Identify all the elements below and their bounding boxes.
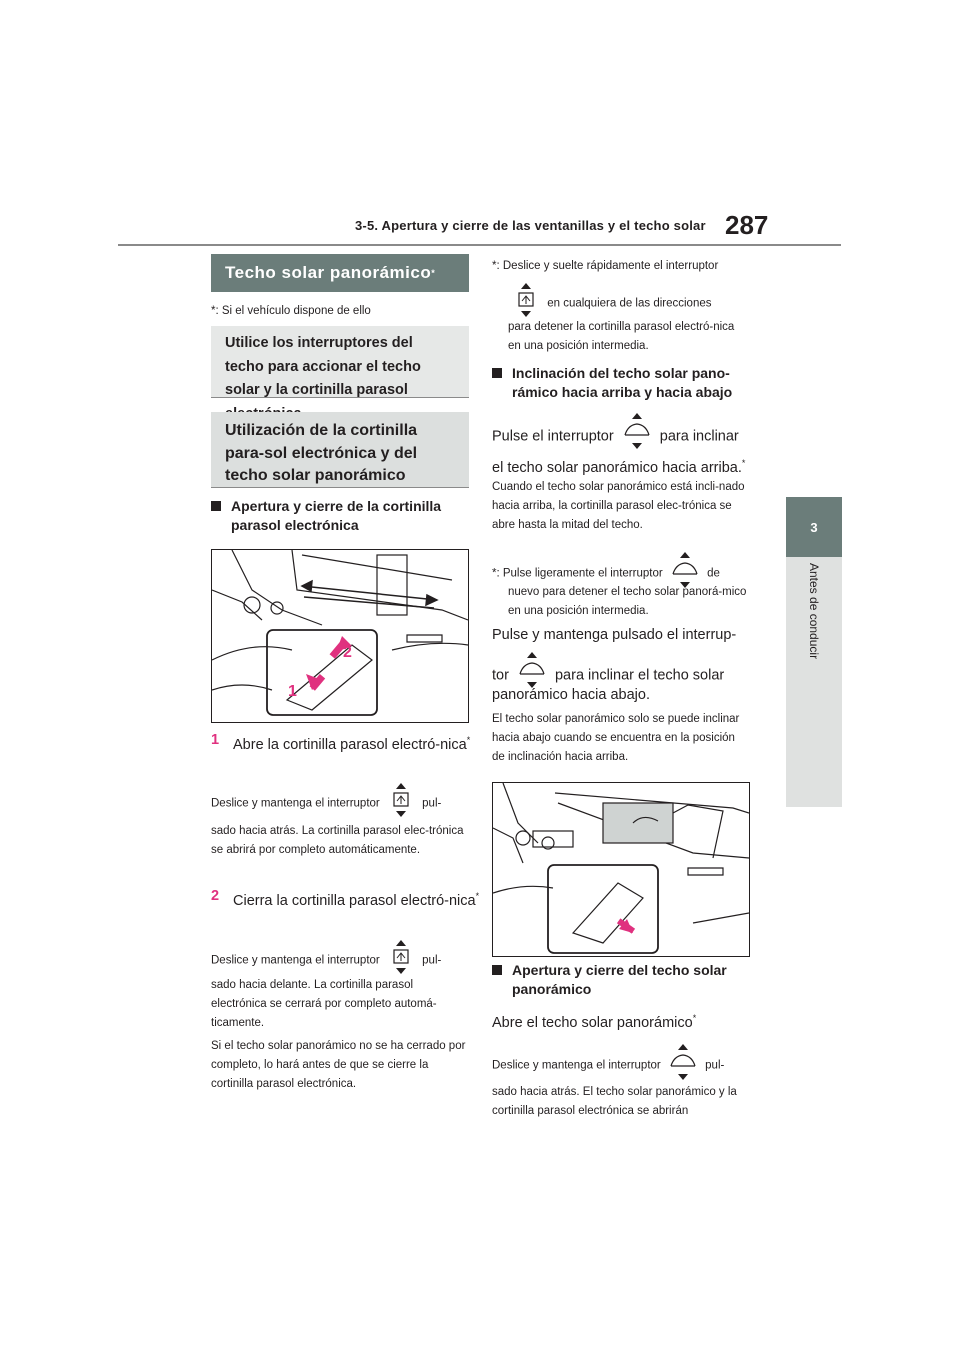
tilt-switch-icon — [668, 1044, 698, 1087]
tilt-down-detail: El techo solar panorámico solo se puede inclinar hacia abajo cuando se encuentra en la posición de inclinación hacia arriba. — [492, 713, 740, 763]
step-1-number: 1 — [211, 732, 220, 748]
step-1-text: Abre la cortinilla parasol electró-nica — [233, 736, 467, 753]
step-2-detail-c: sado hacia delante. La cortinilla parasol electrónica se cerrará por completo automá-ticamente. — [211, 979, 437, 1029]
subsection-title: Utilización de la cortinilla para-sol electrónica y del techo solar panorámico — [211, 412, 469, 488]
open-detail-line — [492, 1044, 752, 1087]
step-2 — [211, 883, 483, 914]
step-1-detail-a: Deslice y mantenga el interruptor — [211, 797, 380, 810]
tilt-up-a: Pulse el interruptor — [492, 428, 614, 445]
open-text: Abre el techo solar panorámico — [492, 1014, 693, 1031]
bullet-square-icon — [211, 501, 221, 511]
chapter-tab-number: 3 — [786, 497, 842, 557]
step-2-detail-b: pul- — [422, 954, 442, 967]
bullet-square-icon — [492, 368, 502, 378]
star-note-a: *: Deslice y suelte rápidamente el interruptor — [492, 260, 719, 272]
tilt-down-a: Pulse y mantenga pulsado el interrup- — [492, 627, 737, 643]
step-2-detail-line — [211, 940, 466, 981]
tilt-up-c: el techo solar panorámico hacia arriba. — [492, 459, 742, 476]
figure1-label-2: 2 — [343, 644, 352, 661]
shade-switch-icon — [387, 783, 415, 824]
open-heading-text: Apertura y cierre del techo solar panorámico — [512, 962, 727, 997]
open-text-star: * — [692, 1013, 697, 1023]
step-1-detail-line — [211, 783, 466, 824]
tilt-down-d: panorámico hacia abajo. — [492, 687, 650, 703]
star-note2-c: nuevo para detener el techo solar panorá-mico en una posición intermedia. — [508, 586, 747, 617]
star-note2-a: *: Pulse ligeramente el interruptor — [492, 567, 663, 580]
open-detail-c: sado hacia atrás. El techo solar panorámico y la cortinilla parasol electrónica se abrirán — [492, 1086, 737, 1117]
figure1-label-1: 1 — [288, 683, 297, 700]
chapter-title-text: Antes de conducir — [807, 563, 821, 660]
availability-footnote: *: Si el vehículo dispone de ello — [211, 305, 371, 317]
tilt-heading-text: Inclinación del techo solar pano-rámico hacia arriba y hacia abajo — [512, 365, 733, 400]
step-1-detail-b: pul- — [422, 797, 442, 810]
bullet-heading-shade — [211, 497, 471, 535]
step-2-number: 2 — [211, 888, 220, 904]
page-number: 287 — [725, 210, 769, 240]
step-2-text: Cierra la cortinilla parasol electró-nica — [233, 892, 476, 909]
figure-tilt-switch — [492, 782, 750, 957]
open-detail-a: Deslice y mantenga el interruptor — [492, 1059, 661, 1072]
star-note-b: en cualquiera de las direcciones — [547, 297, 712, 310]
step-1 — [211, 727, 483, 758]
section-band-star: * — [431, 268, 436, 278]
open-heading — [492, 961, 767, 999]
open-text-line — [492, 1003, 752, 1038]
tilt-heading — [492, 364, 767, 402]
intro-box: Utilice los interruptores del techo para accionar el techo solar y la cortinilla parasol — [211, 326, 469, 398]
figure-shade-switch — [211, 549, 469, 723]
open-detail-b: pul- — [705, 1059, 725, 1072]
chapter-tab-title — [786, 557, 842, 807]
figure-shade-illustration — [212, 550, 468, 722]
figure-tilt-illustration — [493, 783, 749, 956]
tilt-down-b: tor — [492, 667, 509, 684]
tilt-up-b: para inclinar — [659, 428, 739, 445]
bullet-square-icon — [492, 965, 502, 975]
step-2-detail-a: Deslice y mantenga el interruptor — [211, 954, 380, 967]
section-band — [211, 254, 469, 292]
step-2-star: * — [475, 891, 480, 901]
header-rule — [118, 244, 841, 246]
section-band-title: Techo solar panorámico — [225, 263, 432, 282]
section-title: 3-5. Apertura y cierre de las ventanillas y el techo solar — [355, 218, 706, 233]
shade-switch-icon — [387, 940, 415, 981]
star-note-c: para detener la cortinilla parasol electró-nica en una posición intermedia. — [508, 321, 735, 352]
closing-note: Si el techo solar panorámico no se ha cerrado por completo, lo hará antes de que se cierre la cortinilla parasol electrónica. — [211, 1040, 466, 1090]
step-1-star: * — [466, 735, 471, 745]
tilt-down-c: para inclinar el techo solar — [554, 667, 725, 684]
tilt-up-star: * — [741, 458, 746, 468]
tilt-up-detail: Cuando el techo solar panorámico está incli-nado hacia arriba, la cortinilla parasol elec-trónica se abre hasta la mitad del techo. — [492, 481, 745, 531]
bullet-heading-text: Apertura y cierre de la cortinilla parasol electrónica — [231, 498, 442, 533]
step-1-detail-c: sado hacia atrás. La cortinilla parasol elec-trónica se abrirá por completo automáticamente. — [211, 825, 464, 856]
star-note2-b: de — [707, 567, 720, 580]
